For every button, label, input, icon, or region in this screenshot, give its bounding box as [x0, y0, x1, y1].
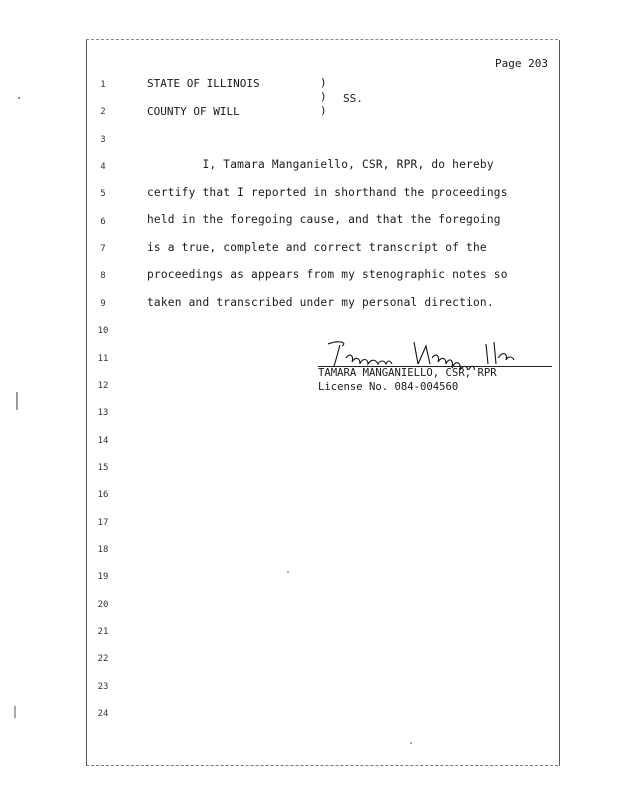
scan-speck — [18, 97, 20, 99]
line-number: 3 — [100, 134, 106, 145]
page-number: Page 203 — [495, 57, 548, 70]
scan-speck — [410, 742, 412, 744]
line-number: 9 — [100, 298, 106, 309]
bottom-rule — [86, 765, 558, 766]
line-number: 6 — [100, 216, 106, 227]
line-number: 21 — [97, 627, 109, 637]
line-number: 7 — [100, 244, 106, 255]
line-number: 22 — [97, 654, 109, 665]
transcript-page-frame — [86, 40, 560, 766]
caption-paren-1: ) — [320, 76, 327, 89]
certificate-line: taken and transcribed under my personal direction. — [147, 296, 494, 309]
scan-speck — [16, 392, 18, 410]
line-number: 15 — [97, 462, 109, 473]
line-number: 4 — [100, 162, 106, 173]
reporter-name: TAMARA MANGANIELLO, CSR, RPR — [318, 367, 497, 379]
line-number: 2 — [100, 107, 106, 118]
line-number: 11 — [97, 353, 109, 364]
line-number: 1 — [100, 80, 106, 90]
line-number: 10 — [97, 326, 109, 337]
caption-state: STATE OF ILLINOIS — [147, 77, 260, 90]
handwritten-signature — [318, 336, 554, 370]
line-number: 12 — [97, 380, 109, 391]
certificate-line: held in the foregoing cause, and that the foregoing — [147, 213, 501, 226]
certificate-line: is a true, complete and correct transcript of the — [147, 241, 487, 254]
line-number: 18 — [97, 544, 109, 555]
caption-county: COUNTY OF WILL — [147, 105, 240, 118]
line-number: 19 — [97, 572, 109, 583]
caption-ss: SS. — [343, 92, 363, 105]
scan-speck — [287, 571, 289, 573]
scan-speck — [14, 706, 16, 718]
line-number: 17 — [97, 517, 109, 528]
line-number: 20 — [97, 599, 109, 610]
line-number: 8 — [100, 271, 106, 282]
line-number: 5 — [100, 189, 106, 200]
caption-paren-2: ) — [320, 90, 327, 103]
line-number: 14 — [97, 435, 109, 446]
line-number: 13 — [97, 408, 109, 419]
line-number: 24 — [97, 709, 109, 720]
certificate-line: I, Tamara Manganiello, CSR, RPR, do hereby — [147, 158, 494, 171]
certificate-line: certify that I reported in shorthand the proceedings — [147, 186, 508, 199]
line-number: 23 — [97, 681, 109, 692]
certificate-line: proceedings as appears from my stenographic notes so — [147, 268, 508, 281]
caption-paren-3: ) — [320, 104, 327, 117]
reporter-license: License No. 084-004560 — [318, 381, 459, 393]
line-number: 16 — [97, 490, 109, 501]
